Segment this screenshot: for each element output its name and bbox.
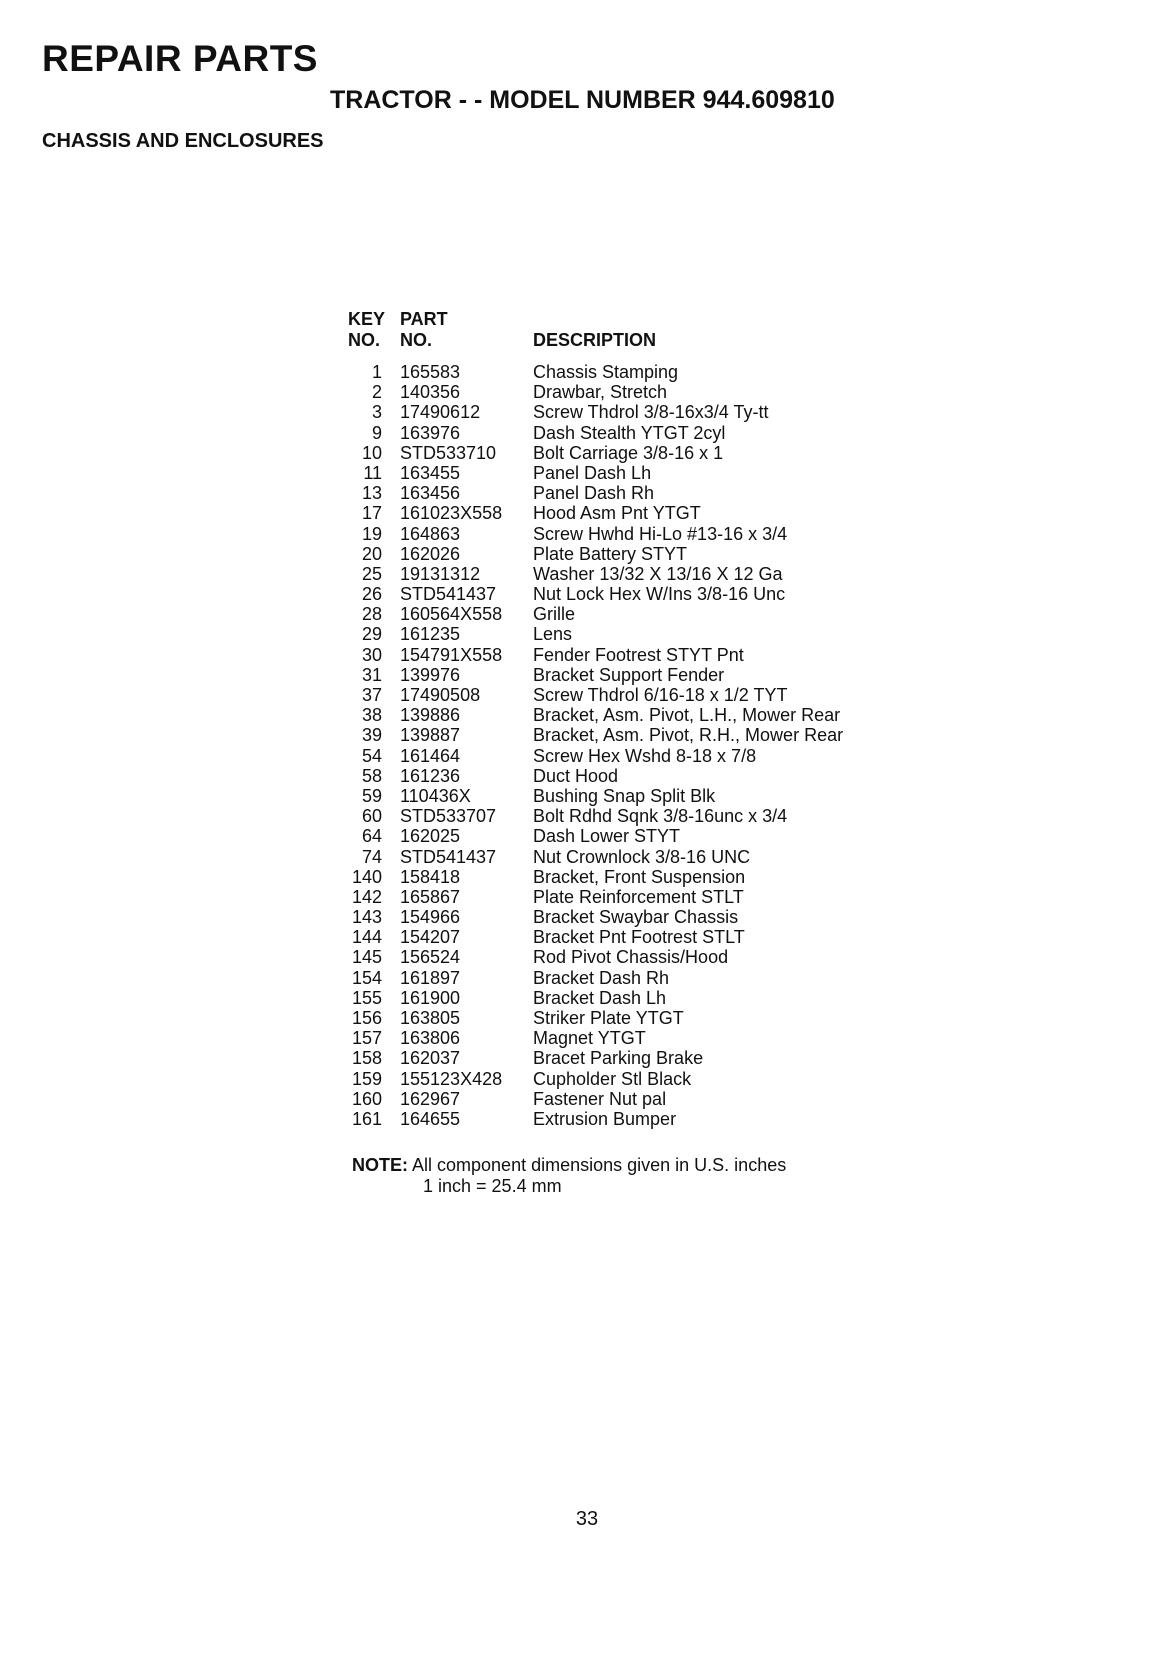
part-no-cell: STD541437 (400, 584, 497, 605)
table-row (340, 968, 900, 988)
part-no-cell: 17490612 (400, 402, 481, 423)
table-row (340, 847, 900, 867)
part-no-cell: 162026 (400, 543, 461, 564)
key-no-cell: 30 (361, 644, 382, 665)
table-row (340, 362, 900, 382)
description-cell: Plate Battery STYT (533, 543, 688, 564)
description-cell: Nut Crownlock 3/8-16 UNC (533, 846, 751, 867)
table-row (340, 685, 900, 705)
key-no-cell: 11 (363, 462, 382, 483)
note (352, 1155, 786, 1176)
key-no-cell: 37 (361, 685, 382, 705)
part-no-cell: 161236 (400, 765, 461, 786)
part-no-cell: 161464 (400, 745, 461, 766)
description-cell: Bracket, Asm. Pivot, L.H., Mower Rear (533, 705, 841, 726)
key-no-cell: 140 (351, 866, 382, 887)
table-row (340, 725, 900, 745)
table-row (340, 463, 900, 483)
key-no-cell: 59 (361, 785, 382, 806)
part-no-cell: 161023X558 (400, 503, 503, 524)
part-no-cell: 154791X558 (400, 644, 503, 665)
table-row (340, 988, 900, 1008)
key-no-cell: 157 (351, 1028, 382, 1049)
part-no-cell: 163455 (400, 462, 461, 483)
table-row (340, 1008, 900, 1028)
description-cell: Screw Hex Wshd 8-18 x 7/8 (533, 745, 757, 766)
table-row (340, 1089, 900, 1109)
part-no-cell: 19131312 (400, 563, 481, 584)
part-no-cell: 165867 (400, 886, 461, 907)
key-no-cell: 28 (361, 604, 382, 625)
part-no-cell: 154207 (400, 927, 461, 948)
part-no-cell: STD541437 (400, 846, 497, 867)
table-row (340, 887, 900, 907)
part-no-cell: STD533710 (400, 442, 497, 463)
key-no-cell: 145 (351, 947, 382, 968)
description-cell: Bracket Dash Rh (533, 967, 670, 988)
parts-list (340, 362, 900, 1129)
description-cell: Bracket Support Fender (533, 664, 725, 685)
description-cell: Bushing Snap Split Blk (533, 785, 716, 806)
page-number: 33 (575, 1508, 599, 1530)
description-cell: Washer 13/32 X 13/16 X 12 Ga (533, 563, 783, 584)
key-no-cell: 9 (371, 422, 382, 443)
part-no-cell: 139976 (400, 664, 461, 685)
description-cell: Bolt Rdhd Sqnk 3/8-16unc x 3/4 (533, 806, 788, 827)
key-no-cell: 20 (361, 543, 382, 564)
key-no-header-line1: KEY (348, 309, 386, 329)
description-cell: Striker Plate YTGT (533, 1008, 684, 1028)
key-no-cell: 64 (361, 826, 382, 847)
description-cell: Screw Thdrol 3/8-16x3/4 Ty-tt (533, 402, 769, 423)
key-no-cell: 54 (361, 745, 382, 766)
note-conversion: 1 inch = 25.4 mm (423, 1176, 562, 1196)
part-no-cell: 140356 (400, 382, 461, 403)
table-row (340, 524, 900, 544)
description-cell: Grille (533, 604, 576, 625)
table-row (340, 564, 900, 584)
table-row (340, 746, 900, 766)
description-cell: Cupholder Stl Black (533, 1068, 692, 1089)
key-no-cell: 161 (351, 1108, 382, 1129)
note-label: NOTE: (352, 1155, 408, 1175)
key-no-cell: 160 (351, 1088, 382, 1109)
description-cell: Bracket Pnt Footrest STLT (533, 927, 745, 948)
part-no-header-line1: PART (400, 309, 448, 329)
key-no-cell: 142 (351, 886, 382, 907)
description-cell: Bracket, Front Suspension (533, 866, 746, 887)
description-cell: Panel Dash Rh (533, 483, 655, 504)
part-no-cell: 160564X558 (400, 604, 503, 625)
part-no-cell: 110436X (400, 785, 471, 806)
key-no-cell: 74 (361, 846, 382, 867)
part-no-cell: 161900 (400, 987, 461, 1008)
key-no-cell: 19 (361, 523, 382, 544)
description-cell: Bracet Parking Brake (533, 1048, 704, 1069)
description-cell: Plate Reinforcement STLT (533, 886, 744, 907)
table-row (340, 786, 900, 806)
page-title: REPAIR PARTS (42, 38, 318, 79)
table-row (340, 503, 900, 523)
key-no-cell: 25 (361, 563, 382, 584)
key-no-cell: 17 (361, 503, 382, 524)
description-cell: Duct Hood (533, 765, 619, 786)
description-cell: Dash Stealth YTGT 2cyl (533, 422, 726, 443)
part-no-cell: 162037 (400, 1048, 461, 1069)
description-cell: Screw Thdrol 6/16-18 x 1/2 TYT (533, 685, 788, 705)
part-no-cell: 162025 (400, 826, 461, 847)
table-row (340, 665, 900, 685)
description-cell: Bolt Carriage 3/8-16 x 1 (533, 442, 724, 463)
part-no-cell: 154966 (400, 907, 461, 928)
key-no-cell: 29 (361, 624, 382, 645)
table-row (340, 544, 900, 564)
description-cell: Magnet YTGT (533, 1028, 646, 1049)
table-row (340, 1069, 900, 1089)
table-row (340, 1109, 900, 1129)
part-no-cell: 139886 (400, 705, 461, 726)
table-row (340, 867, 900, 887)
part-no-cell: 161897 (400, 967, 461, 988)
key-no-cell: 154 (351, 967, 382, 988)
part-no-cell: 163805 (400, 1008, 461, 1028)
part-no-cell: 156524 (400, 947, 461, 968)
table-row (340, 382, 900, 402)
description-cell: Panel Dash Lh (533, 462, 652, 483)
key-no-cell: 3 (371, 402, 382, 423)
part-no-cell: 17490508 (400, 685, 481, 705)
key-no-cell: 143 (351, 907, 382, 928)
table-row (340, 806, 900, 826)
table-row (340, 584, 900, 604)
part-no-cell: STD533707 (400, 806, 497, 827)
table-row (340, 705, 900, 725)
key-no-cell: 1 (371, 362, 382, 382)
key-no-cell: 10 (361, 442, 382, 463)
part-no-cell: 163976 (400, 422, 461, 443)
part-no-cell: 161235 (400, 624, 461, 645)
table-row (340, 766, 900, 786)
description-cell: Bracket, Asm. Pivot, R.H., Mower Rear (533, 725, 844, 746)
table-row (340, 423, 900, 443)
table-row (340, 483, 900, 503)
key-no-cell: 156 (351, 1008, 382, 1028)
description-cell: Fastener Nut pal (533, 1088, 667, 1109)
key-no-cell: 144 (351, 927, 382, 948)
key-no-header-line2: NO. (348, 330, 381, 350)
description-cell: Fender Footrest STYT Pnt (533, 644, 744, 665)
table-row (340, 402, 900, 422)
description-cell: Nut Lock Hex W/Ins 3/8-16 Unc (533, 584, 786, 605)
description-cell: Lens (533, 624, 573, 645)
description-cell: Extrusion Bumper (533, 1108, 677, 1129)
table-row (340, 947, 900, 967)
key-no-cell: 159 (351, 1068, 382, 1089)
section-heading: CHASSIS AND ENCLOSURES (42, 130, 324, 152)
table-row (340, 907, 900, 927)
table-row (340, 1028, 900, 1048)
key-no-cell: 155 (351, 987, 382, 1008)
model-number-heading: TRACTOR - - MODEL NUMBER 944.609810 (330, 86, 835, 114)
part-no-cell: 164863 (400, 523, 461, 544)
part-no-cell: 165583 (400, 362, 461, 382)
part-no-cell: 158418 (400, 866, 461, 887)
part-no-cell: 163806 (400, 1028, 461, 1049)
description-cell: Bracket Dash Lh (533, 987, 667, 1008)
description-cell: Rod Pivot Chassis/Hood (533, 947, 729, 968)
key-no-cell: 58 (361, 765, 382, 786)
key-no-cell: 60 (361, 806, 382, 827)
part-no-header-line2: NO. (400, 330, 433, 350)
description-cell: Dash Lower STYT (533, 826, 681, 847)
part-no-cell: 164655 (400, 1108, 461, 1129)
key-no-cell: 39 (361, 725, 382, 746)
part-no-cell: 155123X428 (400, 1068, 503, 1089)
description-cell: Screw Hwhd Hi-Lo #13-16 x 3/4 (533, 523, 788, 544)
key-no-cell: 2 (371, 382, 382, 403)
note-text: All component dimensions given in U.S. inches (412, 1155, 787, 1175)
description-cell: Bracket Swaybar Chassis (533, 907, 739, 928)
table-row (340, 604, 900, 624)
key-no-cell: 26 (361, 584, 382, 605)
description-header: DESCRIPTION (533, 330, 657, 350)
key-no-cell: 38 (361, 705, 382, 726)
part-no-cell: 139887 (400, 725, 461, 746)
description-cell: Hood Asm Pnt YTGT (533, 503, 701, 524)
part-no-cell: 163456 (400, 483, 461, 504)
part-no-cell: 162967 (400, 1088, 461, 1109)
key-no-cell: 13 (361, 483, 382, 504)
table-row (340, 1048, 900, 1068)
table-row (340, 927, 900, 947)
description-cell: Drawbar, Stretch (533, 382, 668, 403)
table-row (340, 645, 900, 665)
table-row (340, 624, 900, 644)
table-row (340, 826, 900, 846)
key-no-cell: 31 (361, 664, 382, 685)
table-row (340, 443, 900, 463)
key-no-cell: 158 (351, 1048, 382, 1069)
description-cell: Chassis Stamping (533, 362, 679, 382)
